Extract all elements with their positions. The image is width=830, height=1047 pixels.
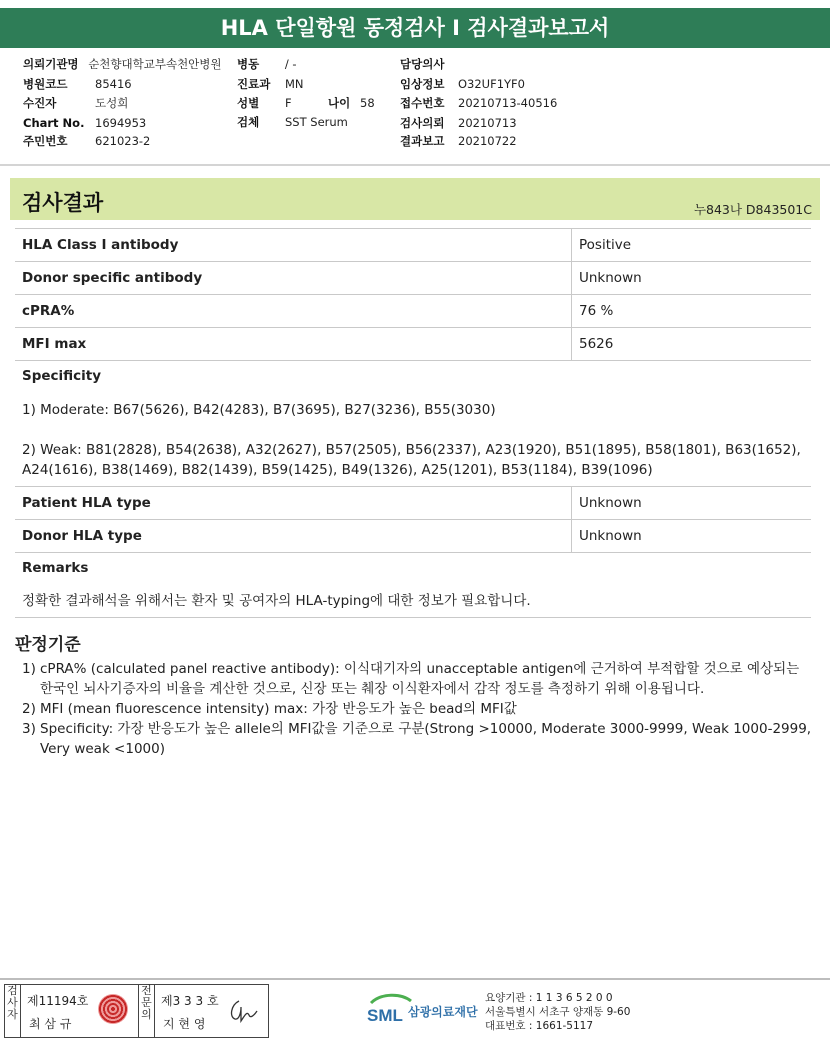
header-divider bbox=[0, 164, 830, 166]
result-value: Positive bbox=[572, 229, 812, 262]
examiner-number: 제11194호 bbox=[27, 994, 89, 1008]
hospital-code-row bbox=[23, 77, 67, 92]
list-item bbox=[22, 719, 812, 759]
reviewer-number: 제3 3 3 호 bbox=[161, 994, 219, 1008]
criteria-list bbox=[22, 659, 812, 759]
chart-value: 1694953 bbox=[95, 116, 147, 130]
result-key: HLA Class Ⅰ antibody bbox=[15, 229, 572, 262]
reviewer-tag: 전문의 bbox=[138, 985, 155, 1037]
report-value: 20210722 bbox=[458, 134, 517, 148]
sex-value: F bbox=[285, 96, 292, 110]
table-row bbox=[15, 295, 811, 328]
receipt-value: 20210713-40516 bbox=[458, 96, 558, 110]
criteria-text: Specificity: 가장 반응도가 높은 allele의 MFI값을 기준으로 구분(Strong >10000, Moderate 3000-9999, Weak 1000-2999, Very weak <1000) bbox=[40, 721, 812, 757]
signature-box bbox=[4, 984, 269, 1038]
remarks-text: 정확한 결과해석을 위해서는 환자 및 공여자의 HLA-typing에 대한 정보가 필요합니다. bbox=[22, 593, 531, 609]
section-title: 검사결과 bbox=[22, 191, 104, 215]
section-code: 누843나 D843501C bbox=[693, 202, 812, 217]
specificity-moderate: 1) Moderate: B67(5626), B42(4283), B7(3695), B27(3236), B55(3030) bbox=[22, 402, 496, 418]
criteria-text: cPRA% (calculated panel reactive antibody): 이식대기자의 unacceptable antigen에 근거하여 부적합할 것으로 예상되는 한국인 뇌사기증자의 비율을 계산한 것으로, 신장 또는 췌장 이식환자에서 감작 정도를 측정하기 위해 이용됩니다. bbox=[40, 661, 800, 697]
hla-key: Donor HLA type bbox=[15, 520, 572, 553]
dept-label: 진료과 bbox=[237, 77, 271, 91]
recipient-label: 수진자 bbox=[23, 96, 57, 110]
doctor-row bbox=[400, 57, 444, 72]
result-key: cPRA% bbox=[15, 295, 572, 328]
rrn-label: 주민번호 bbox=[23, 134, 68, 148]
org-phone: 대표번호 : 1661-5117 bbox=[485, 1020, 594, 1032]
criteria-number: 3) bbox=[22, 721, 36, 737]
hla-key: Patient HLA type bbox=[15, 487, 572, 520]
hla-value: Unknown bbox=[572, 487, 812, 520]
hla-value: Unknown bbox=[572, 520, 812, 553]
seal-icon bbox=[98, 994, 128, 1024]
examiner-name: 최 삼 규 bbox=[29, 1017, 72, 1031]
table-row bbox=[15, 487, 811, 520]
sex-label: 성별 bbox=[237, 96, 260, 110]
hospital-code-value: 85416 bbox=[95, 77, 132, 91]
examiner-tag: 검사자 bbox=[5, 985, 21, 1037]
report-label: 결과보고 bbox=[400, 134, 445, 148]
institution-label: 의뢰기관명 bbox=[23, 57, 79, 71]
ward-row bbox=[237, 57, 297, 72]
result-table bbox=[15, 228, 811, 361]
institution-row bbox=[23, 57, 222, 72]
criteria-title: 판정기준 bbox=[15, 635, 81, 655]
reviewer-name: 지 현 영 bbox=[163, 1017, 206, 1031]
result-key: MFI max bbox=[15, 328, 572, 361]
rrn-value: 621023-2 bbox=[95, 134, 151, 148]
ward-label: 병동 bbox=[237, 57, 260, 71]
footer-divider bbox=[0, 978, 830, 980]
criteria-number: 2) bbox=[22, 701, 36, 717]
request-value: 20210713 bbox=[458, 116, 517, 130]
table-row bbox=[15, 262, 811, 295]
criteria-text: MFI (mean fluorescence intensity) max: 가장 반응도가 높은 bead의 MFI값 bbox=[40, 701, 517, 717]
hospital-code-label: 병원코드 bbox=[23, 77, 68, 91]
specimen-label: 검체 bbox=[237, 115, 260, 129]
receipt-label: 접수번호 bbox=[400, 96, 445, 110]
age-value: 58 bbox=[360, 96, 375, 110]
list-item bbox=[22, 659, 812, 699]
table-row bbox=[15, 229, 811, 262]
remarks-label: Remarks bbox=[22, 560, 89, 576]
age-label: 나이 bbox=[328, 96, 351, 110]
organization-name: 삼광의료재단 bbox=[408, 1005, 478, 1019]
signature-icon bbox=[227, 997, 263, 1025]
org-address: 서울특별시 서초구 양재동 9-60 bbox=[485, 1006, 631, 1018]
dept-value: MN bbox=[285, 77, 304, 91]
specificity-label: Specificity bbox=[22, 368, 102, 384]
result-value: 5626 bbox=[572, 328, 812, 361]
specificity-weak: 2) Weak: B81(2828), B54(2638), A32(2627), B57(2505), B56(2337), A23(1920), B51(1895), B58(1801), B63(1652), A24(1616), B38(1469), B82(1439), B59(1425), B49(1326), A25(1201), B53(1184), B39(1096) bbox=[22, 442, 801, 478]
table-row bbox=[15, 520, 811, 553]
organization-info bbox=[485, 991, 630, 1033]
remarks-divider bbox=[15, 617, 811, 618]
clinical-value: O32UF1YF0 bbox=[458, 77, 525, 91]
list-item bbox=[22, 699, 812, 719]
chart-label: Chart No. bbox=[23, 116, 85, 130]
result-value: 76 % bbox=[572, 295, 812, 328]
clinical-label: 임상정보 bbox=[400, 77, 445, 91]
recipient-value: 도성희 bbox=[95, 96, 129, 110]
hla-type-table bbox=[15, 486, 811, 553]
request-label: 검사의뢰 bbox=[400, 116, 445, 130]
criteria-number: 1) bbox=[22, 661, 36, 677]
table-row bbox=[15, 328, 811, 361]
result-value: Unknown bbox=[572, 262, 812, 295]
specimen-value: SST Serum bbox=[285, 115, 348, 129]
institution-value: 순천향대학교부속천안병원 bbox=[88, 57, 222, 71]
ward-value: / - bbox=[284, 57, 297, 71]
result-key: Donor specific antibody bbox=[15, 262, 572, 295]
doctor-label: 담당의사 bbox=[400, 57, 445, 71]
logo-text: SML bbox=[367, 1006, 403, 1025]
result-section-bar bbox=[10, 178, 820, 220]
report-title: HLA 단일항원 동정검사 I 검사결과보고서 bbox=[0, 8, 830, 48]
org-code: 요양기관 : 1 1 3 6 5 2 0 0 bbox=[485, 992, 613, 1004]
